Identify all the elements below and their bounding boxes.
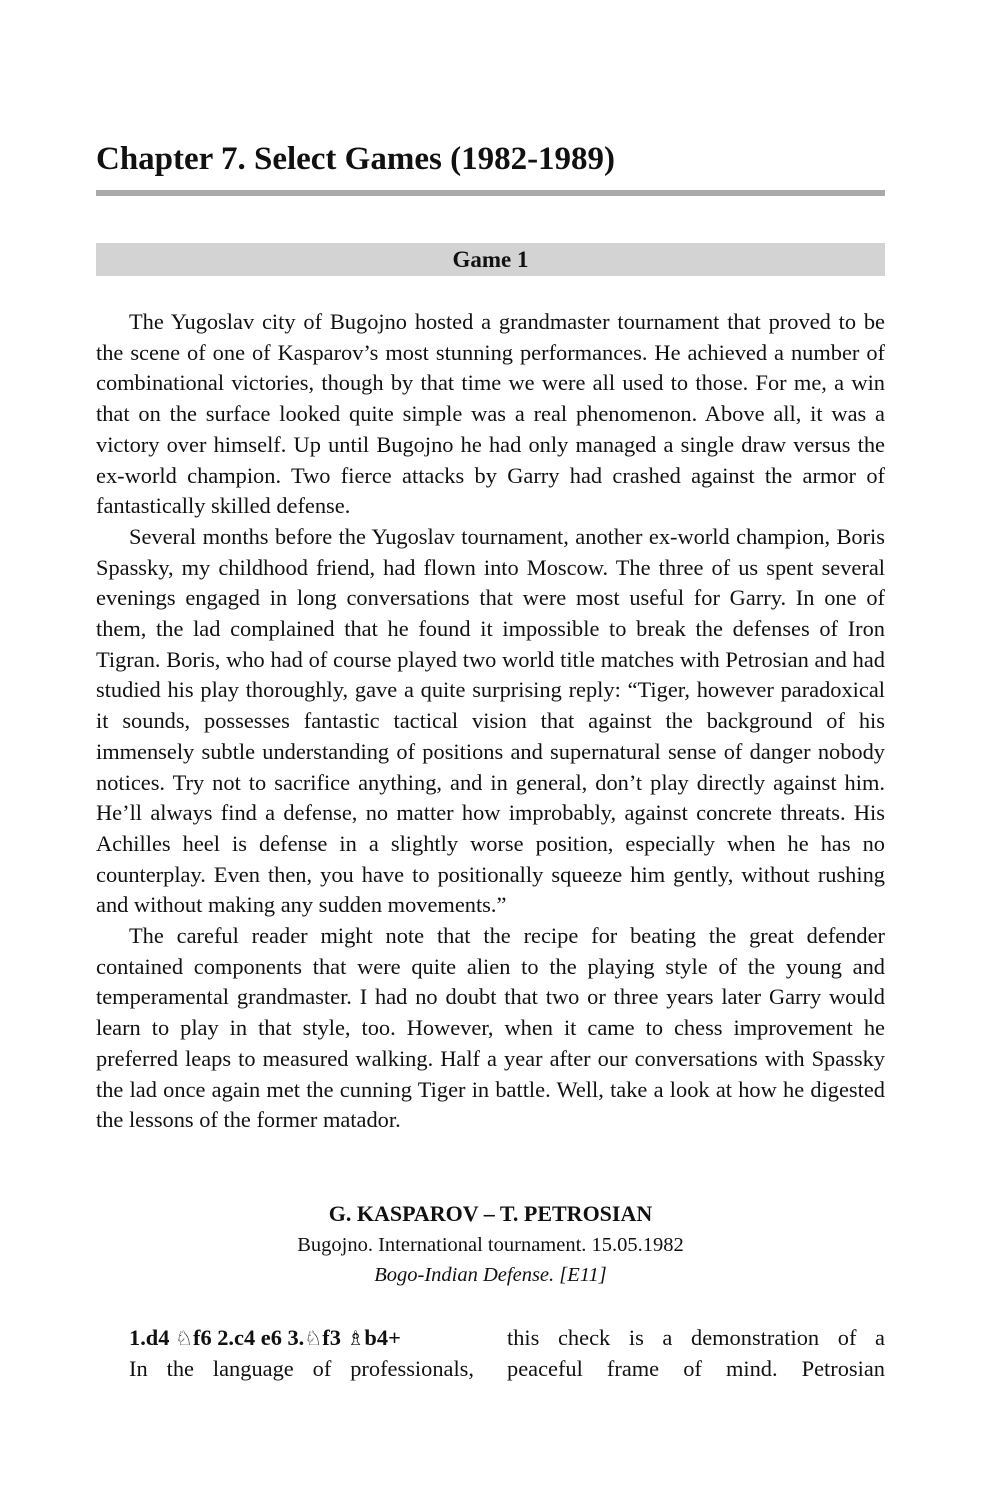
game-opening: Bogo-Indian Defense. [E11] <box>374 1264 607 1286</box>
game-header <box>96 1198 885 1290</box>
moves-column-right <box>507 1323 885 1384</box>
bishop-icon: ♗ <box>346 1326 365 1350</box>
move-text: b4+ <box>364 1325 401 1350</box>
game-players: G. KASPAROV – T. PETROSIAN <box>328 1201 653 1226</box>
knight-icon: ♘ <box>175 1326 193 1350</box>
paragraph: The careful reader might note that the recipe for beating the great defender contained components that were quite alien to the playing style of the young and temperamental grandmaster. I had no doubt that two or three years later Garry would learn to play in that style, too. However, when it came to chess improvement he preferred leaps to measured walking. Half a year after our conversations with Spassky the lad once again met the cunning Tiger in battle. Well, take a look at how he digested the lessons of the former matador. <box>96 923 885 1133</box>
moves-column-left <box>129 1323 474 1384</box>
chapter-title: Chapter 7. Select Games (1982-1989) <box>96 141 616 177</box>
chapter-title-rule <box>96 190 885 196</box>
move-text: f6 2.c4 e6 3. <box>192 1325 305 1350</box>
paragraph: The Yugoslav city of Bugojno hosted a grandmaster tournament that proved to be the scene of one of Kasparov’s most stunning performances. He achieved a number of combinational victories, though by that time we were all used to those. For me, a win that on the surface looked quite simple was a real phenomenon. Above all, it was a victory over himself. Up until Bugojno he had only managed a single draw versus the ex-world champion. Two fierce attacks by Garry had crashed against the armor of fantastically skilled defense. <box>96 309 885 519</box>
paragraph: Several months before the Yugoslav tournament, another ex-world champion, Boris Spassky, my childhood friend, had flown into Moscow. The three of us spent several evenings engaged in long conversations that were most useful for Garry. In one of them, the lad complained that he found it impossible to break the defenses of Iron Tigran. Boris, who had of course played two world title matches with Petrosian and had studied his play thoroughly, gave a quite surprising reply: “Tiger, however paradoxical it sounds, possesses fantastic tactical vision that against the background of his immensely subtle understanding of positions and supernatural sense of danger nobody notices. Try not to sacrifice anything, and in general, don’t play directly against him. He’ll always find a defense, no matter how improbably, against concrete threats. His Achilles heel is defense in a slightly worse position, especially when he has no counterplay. Even then, you have to positionally squeeze him gently, without rushing and without making any sudden movements.” <box>96 523 885 918</box>
intro-text <box>96 307 885 1136</box>
knight-icon: ♘ <box>304 1326 323 1350</box>
move-text: 1.d4 <box>129 1325 176 1350</box>
move-text: f3 <box>322 1325 347 1350</box>
commentary-text: this check is a demonstration of a <box>507 1325 885 1350</box>
game-event: Bugojno. International tournament. 15.05.1982 <box>297 1234 684 1256</box>
game-moves <box>129 1323 474 1354</box>
commentary-text: In the language of professionals, <box>129 1355 474 1381</box>
commentary-text: peaceful frame of mind. Petrosian <box>507 1355 885 1381</box>
game-heading: Game 1 <box>96 243 885 276</box>
